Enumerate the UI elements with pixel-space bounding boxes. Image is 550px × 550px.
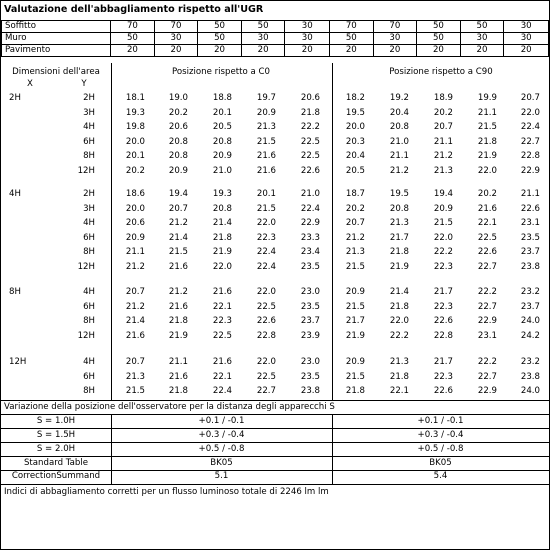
variation-c0: +0.1 / -0.1 — [198, 416, 245, 426]
ugr-value-c0: 22.6 — [300, 166, 320, 176]
reflectance-value: 50 — [198, 21, 242, 33]
ugr-value-c90: 20.4 — [345, 151, 365, 162]
ugr-value-c0: 23.9 — [300, 330, 320, 341]
ugr-value-c0: 21.6 — [168, 371, 188, 382]
ugr-value-c0: 21.1 — [125, 247, 145, 258]
ugr-value-c90: 21.3 — [345, 247, 365, 258]
reflectance-value: 50 — [460, 21, 504, 33]
reflectance-value: 20 — [460, 45, 504, 57]
reflectance-label: Pavimento — [2, 45, 111, 57]
reflectance-value: 20 — [373, 45, 417, 57]
reflectance-row — [2, 33, 549, 45]
ugr-value-c0: 20.2 — [125, 166, 145, 176]
ugr-value-c90: 21.8 — [345, 386, 365, 397]
reflectance-value: 30 — [285, 33, 330, 45]
ugr-value-c90: 21.3 — [389, 218, 409, 229]
ugr-value-c0: 22.6 — [256, 316, 276, 327]
ugr-value-c90: 19.5 — [389, 189, 409, 199]
ugr-value-c0: 20.7 — [168, 203, 188, 214]
y-dimension: 2H — [83, 189, 95, 199]
ugr-value-c90: 20.5 — [345, 166, 365, 176]
ugr-value-c0: 23.5 — [300, 371, 320, 382]
ugr-value-c0: 20.5 — [212, 122, 232, 133]
reflectance-value: 30 — [460, 33, 504, 45]
ugr-value-c90: 20.7 — [345, 218, 365, 229]
ugr-value-c90: 22.3 — [433, 301, 453, 312]
divider — [111, 63, 112, 400]
ugr-value-c90: 18.9 — [433, 93, 453, 103]
ugr-value-c0: 21.6 — [212, 357, 232, 367]
ugr-value-c90: 22.2 — [477, 357, 497, 367]
ugr-value-c90: 21.4 — [389, 287, 409, 297]
variation-label: S = 2.0H — [36, 444, 76, 454]
ugr-value-c90: 21.1 — [433, 136, 453, 147]
footnote: Indici di abbagliamento corretti per un flusso luminoso totale di 2246 lm lm — [4, 487, 329, 497]
ugr-value-c0: 18.6 — [125, 189, 145, 199]
variation-c90: +0.5 / -0.8 — [417, 444, 464, 454]
ugr-value-c0: 22.5 — [300, 151, 320, 162]
x-dimension: 8H — [9, 287, 21, 297]
variation-c0: +0.3 / -0.4 — [198, 430, 245, 440]
ugr-value-c90: 22.9 — [477, 386, 497, 397]
variation-label: S = 1.0H — [36, 416, 76, 426]
reflectance-value: 70 — [373, 21, 417, 33]
ugr-value-c90: 22.1 — [477, 218, 497, 229]
y-dimension: 3H — [83, 203, 95, 214]
ugr-value-c90: 22.9 — [477, 316, 497, 327]
variation-title: Variazione della posizione dell'osservatore per la distanza degli apparecchi S — [4, 402, 335, 412]
reflectance-value: 30 — [285, 21, 330, 33]
ugr-value-c90: 21.8 — [389, 371, 409, 382]
ugr-value-c90: 22.6 — [433, 316, 453, 327]
y-dimension: 8H — [83, 151, 95, 162]
ugr-value-c0: 22.3 — [212, 316, 232, 327]
c90-header: Posizione rispetto a C90 — [389, 67, 493, 77]
ugr-value-c90: 20.4 — [389, 107, 409, 118]
ugr-value-c0: 20.9 — [125, 232, 145, 243]
x-dimension: 12H — [9, 357, 27, 367]
ugr-value-c0: 21.6 — [212, 287, 232, 297]
ugr-value-c0: 22.5 — [256, 371, 276, 382]
ugr-value-c0: 23.3 — [300, 232, 320, 243]
ugr-value-c90: 22.6 — [520, 203, 540, 214]
ugr-value-c90: 18.2 — [345, 93, 365, 103]
ugr-value-c0: 23.7 — [300, 316, 320, 327]
ugr-value-c90: 22.9 — [520, 166, 540, 176]
ugr-value-c90: 21.8 — [389, 301, 409, 312]
divider — [332, 63, 333, 400]
ugr-value-c0: 18.1 — [125, 93, 145, 103]
ugr-value-c0: 21.8 — [168, 386, 188, 397]
reflectance-value: 20 — [241, 45, 285, 57]
ugr-value-c0: 21.6 — [168, 301, 188, 312]
ugr-value-c90: 20.7 — [433, 122, 453, 133]
ugr-value-c0: 21.8 — [300, 107, 320, 118]
ugr-value-c0: 22.5 — [256, 301, 276, 312]
ugr-value-c90: 22.5 — [477, 232, 497, 243]
ugr-value-c0: 20.9 — [256, 107, 276, 118]
ugr-value-c0: 23.8 — [300, 386, 320, 397]
ugr-value-c0: 22.1 — [212, 301, 232, 312]
y-dimension: 4H — [83, 122, 95, 133]
ugr-value-c90: 21.5 — [345, 301, 365, 312]
ugr-value-c0: 19.0 — [168, 93, 188, 103]
ugr-value-c90: 23.1 — [520, 218, 540, 229]
ugr-value-c90: 21.7 — [433, 357, 453, 367]
ugr-value-c0: 22.0 — [256, 218, 276, 229]
ugr-value-c0: 22.4 — [256, 247, 276, 258]
ugr-value-c0: 22.0 — [256, 357, 276, 367]
ugr-value-c90: 21.9 — [477, 151, 497, 162]
y-dimension: 3H — [83, 107, 95, 118]
ugr-value-c0: 21.6 — [168, 262, 188, 272]
ugr-value-c0: 21.1 — [168, 357, 188, 367]
ugr-value-c90: 22.0 — [520, 107, 540, 118]
reflectance-value: 20 — [198, 45, 242, 57]
ugr-value-c0: 20.8 — [168, 151, 188, 162]
ugr-value-c90: 19.4 — [433, 189, 453, 199]
ugr-value-c0: 20.1 — [125, 151, 145, 162]
reflectance-value: 20 — [285, 45, 330, 57]
ugr-value-c90: 21.9 — [345, 330, 365, 341]
ugr-value-c90: 21.7 — [389, 232, 409, 243]
ugr-value-c90: 23.5 — [520, 232, 540, 243]
reflectance-value: 70 — [154, 21, 198, 33]
y-dimension: 6H — [83, 136, 95, 147]
reflectance-value: 30 — [504, 21, 549, 33]
ugr-value-c90: 22.8 — [433, 330, 453, 341]
ugr-value-c0: 21.5 — [168, 247, 188, 258]
ugr-value-c90: 22.1 — [389, 386, 409, 397]
ugr-value-c0: 21.8 — [212, 232, 232, 243]
ugr-value-c0: 20.1 — [212, 107, 232, 118]
ugr-value-c90: 20.3 — [345, 136, 365, 147]
ugr-value-c90: 22.2 — [477, 287, 497, 297]
divider — [1, 400, 549, 401]
reflectance-row — [2, 45, 549, 57]
ugr-value-c90: 23.8 — [520, 371, 540, 382]
ugr-value-c0: 22.3 — [256, 232, 276, 243]
ugr-value-c90: 21.1 — [520, 189, 540, 199]
ugr-value-c0: 21.9 — [212, 247, 232, 258]
y-dimension: 12H — [77, 262, 95, 272]
ugr-value-c90: 21.7 — [433, 287, 453, 297]
ugr-value-c90: 22.3 — [433, 371, 453, 382]
c0-header: Posizione rispetto a C0 — [172, 67, 270, 77]
ugr-value-c0: 20.8 — [212, 203, 232, 214]
ugr-value-c0: 22.8 — [256, 330, 276, 341]
ugr-value-c90: 22.4 — [520, 122, 540, 133]
y-label: Y — [81, 79, 87, 89]
ugr-value-c90: 21.7 — [345, 316, 365, 327]
ugr-value-c0: 22.7 — [256, 386, 276, 397]
ugr-value-c0: 22.2 — [300, 122, 320, 133]
ugr-value-c0: 21.2 — [125, 301, 145, 312]
x-dimension: 2H — [9, 93, 21, 103]
ugr-value-c0: 20.1 — [256, 189, 276, 199]
ugr-value-c0: 23.0 — [300, 357, 320, 367]
ugr-value-c90: 21.9 — [389, 262, 409, 272]
ugr-value-c0: 20.8 — [168, 136, 188, 147]
y-dimension: 8H — [83, 386, 95, 397]
ugr-value-c90: 19.9 — [477, 93, 497, 103]
ugr-value-c0: 20.6 — [125, 218, 145, 229]
ugr-value-c90: 23.8 — [520, 262, 540, 272]
ugr-value-c0: 19.4 — [168, 189, 188, 199]
y-dimension: 12H — [77, 330, 95, 341]
reflectance-label: Muro — [2, 33, 111, 45]
reflectance-value: 30 — [154, 33, 198, 45]
y-dimension: 4H — [83, 287, 95, 297]
variation-c0: +0.5 / -0.8 — [198, 444, 245, 454]
ugr-value-c0: 22.0 — [212, 262, 232, 272]
ugr-value-c90: 20.8 — [389, 203, 409, 214]
reflectance-value: 70 — [330, 21, 374, 33]
divider — [1, 428, 549, 429]
ugr-value-c90: 21.8 — [477, 136, 497, 147]
standard-table-label: Standard Table — [23, 458, 89, 468]
reflectance-value: 20 — [154, 45, 198, 57]
ugr-value-c90: 21.1 — [477, 107, 497, 118]
ugr-value-c90: 20.2 — [477, 189, 497, 199]
divider — [1, 456, 549, 457]
variation-c90: +0.1 / -0.1 — [417, 416, 464, 426]
reflectance-value: 50 — [330, 33, 374, 45]
reflectance-value: 30 — [373, 33, 417, 45]
ugr-value-c0: 22.4 — [300, 203, 320, 214]
ugr-value-c90: 23.2 — [520, 357, 540, 367]
reflectance-value: 20 — [111, 45, 155, 57]
ugr-value-c90: 23.7 — [520, 247, 540, 258]
variation-label: S = 1.5H — [36, 430, 76, 440]
divider — [1, 414, 549, 415]
ugr-value-c90: 23.1 — [477, 330, 497, 341]
y-dimension: 8H — [83, 316, 95, 327]
ugr-value-c0: 20.9 — [168, 166, 188, 176]
ugr-value-c90: 20.9 — [345, 357, 365, 367]
ugr-value-c90: 20.9 — [433, 203, 453, 214]
ugr-value-c90: 21.5 — [345, 371, 365, 382]
ugr-value-c0: 21.6 — [256, 166, 276, 176]
ugr-value-c90: 24.2 — [520, 330, 540, 341]
ugr-value-c0: 21.0 — [212, 166, 232, 176]
ugr-value-c0: 21.8 — [168, 316, 188, 327]
ugr-value-c0: 21.4 — [168, 232, 188, 243]
ugr-value-c90: 22.6 — [477, 247, 497, 258]
divider — [1, 484, 549, 485]
ugr-value-c0: 21.6 — [125, 330, 145, 341]
ugr-value-c0: 22.5 — [300, 136, 320, 147]
ugr-value-c0: 20.8 — [212, 136, 232, 147]
ugr-value-c0: 21.3 — [125, 371, 145, 382]
ugr-value-c0: 20.6 — [168, 122, 188, 133]
ugr-value-c0: 21.5 — [256, 203, 276, 214]
reflectance-value: 30 — [504, 33, 549, 45]
ugr-value-c90: 18.7 — [345, 189, 365, 199]
x-label: X — [27, 79, 33, 89]
standard-table-c90: BK05 — [429, 458, 452, 468]
ugr-value-c0: 20.6 — [300, 93, 320, 103]
ugr-value-c0: 18.8 — [212, 93, 232, 103]
ugr-value-c90: 21.5 — [345, 262, 365, 272]
ugr-value-c0: 20.7 — [125, 287, 145, 297]
variation-c90: +0.3 / -0.4 — [417, 430, 464, 440]
ugr-value-c0: 20.0 — [125, 136, 145, 147]
ugr-value-c90: 22.0 — [477, 166, 497, 176]
ugr-value-c90: 22.2 — [389, 330, 409, 341]
y-dimension: 6H — [83, 301, 95, 312]
ugr-value-c90: 21.0 — [389, 136, 409, 147]
ugr-value-c90: 22.0 — [389, 316, 409, 327]
ugr-value-c0: 20.2 — [168, 107, 188, 118]
ugr-value-c0: 21.2 — [125, 262, 145, 272]
reflectance-value: 50 — [417, 21, 461, 33]
reflectance-row — [2, 21, 549, 33]
reflectance-value: 20 — [417, 45, 461, 57]
ugr-value-c0: 21.4 — [212, 218, 232, 229]
ugr-value-c0: 23.5 — [300, 262, 320, 272]
ugr-value-c0: 21.3 — [256, 122, 276, 133]
ugr-value-c90: 22.7 — [477, 371, 497, 382]
ugr-value-c90: 20.7 — [520, 93, 540, 103]
ugr-value-c90: 22.7 — [520, 136, 540, 147]
reflectance-value: 50 — [241, 21, 285, 33]
ugr-value-c90: 22.6 — [433, 386, 453, 397]
y-dimension: 12H — [77, 166, 95, 176]
ugr-value-c90: 19.5 — [345, 107, 365, 118]
ugr-value-c90: 21.3 — [389, 357, 409, 367]
ugr-value-c90: 20.2 — [345, 203, 365, 214]
ugr-value-c90: 21.5 — [433, 218, 453, 229]
ugr-value-c0: 23.5 — [300, 301, 320, 312]
ugr-value-c90: 24.0 — [520, 386, 540, 397]
reflectance-value: 50 — [417, 33, 461, 45]
ugr-value-c90: 20.8 — [389, 122, 409, 133]
ugr-value-c90: 22.2 — [433, 247, 453, 258]
reflectance-value: 70 — [111, 21, 155, 33]
y-dimension: 8H — [83, 247, 95, 258]
ugr-value-c90: 21.2 — [433, 151, 453, 162]
ugr-value-c0: 21.2 — [168, 287, 188, 297]
ugr-value-c90: 21.1 — [389, 151, 409, 162]
ugr-value-c0: 20.7 — [125, 357, 145, 367]
reflectance-table — [1, 20, 549, 57]
ugr-value-c0: 22.4 — [212, 386, 232, 397]
ugr-value-c90: 23.2 — [520, 287, 540, 297]
standard-table-c0: BK05 — [210, 458, 233, 468]
y-dimension: 6H — [83, 371, 95, 382]
correction-c0: 5.1 — [214, 471, 229, 481]
y-dimension: 2H — [83, 93, 95, 103]
y-dimension: 4H — [83, 218, 95, 229]
ugr-value-c0: 21.2 — [168, 218, 188, 229]
ugr-value-c0: 23.4 — [300, 247, 320, 258]
reflectance-label: Soffitto — [2, 21, 111, 33]
ugr-value-c0: 20.0 — [125, 203, 145, 214]
ugr-value-c90: 20.9 — [345, 287, 365, 297]
reflectance-value: 20 — [330, 45, 374, 57]
ugr-value-c90: 22.3 — [433, 262, 453, 272]
ugr-value-c0: 21.9 — [168, 330, 188, 341]
ugr-value-c90: 21.6 — [477, 203, 497, 214]
ugr-value-c0: 21.6 — [256, 151, 276, 162]
ugr-value-c0: 19.7 — [256, 93, 276, 103]
ugr-value-c0: 22.1 — [212, 371, 232, 382]
ugr-value-c90: 19.2 — [389, 93, 409, 103]
ugr-value-c90: 22.8 — [520, 151, 540, 162]
y-dimension: 4H — [83, 357, 95, 367]
x-dimension: 4H — [9, 189, 21, 199]
reflectance-value: 50 — [111, 33, 155, 45]
ugr-value-c0: 19.3 — [125, 107, 145, 118]
divider — [1, 442, 549, 443]
y-dimension: 6H — [83, 232, 95, 243]
ugr-value-c90: 23.7 — [520, 301, 540, 312]
ugr-value-c90: 21.3 — [433, 166, 453, 176]
ugr-value-c0: 21.5 — [256, 136, 276, 147]
ugr-value-c0: 22.9 — [300, 218, 320, 229]
reflectance-value: 20 — [504, 45, 549, 57]
ugr-value-c90: 20.0 — [345, 122, 365, 133]
correction-label: CorrectionSummand — [11, 471, 101, 481]
ugr-value-c90: 20.2 — [433, 107, 453, 118]
ugr-value-c90: 22.0 — [433, 232, 453, 243]
ugr-value-c90: 21.2 — [345, 232, 365, 243]
ugr-value-c90: 22.7 — [477, 262, 497, 272]
reflectance-value: 50 — [198, 33, 242, 45]
ugr-value-c0: 19.3 — [212, 189, 232, 199]
ugr-value-c90: 24.0 — [520, 316, 540, 327]
ugr-value-c90: 21.2 — [389, 166, 409, 176]
correction-c90: 5.4 — [433, 471, 448, 481]
ugr-value-c0: 21.0 — [300, 189, 320, 199]
ugr-value-c0: 22.0 — [256, 287, 276, 297]
ugr-value-c0: 22.4 — [256, 262, 276, 272]
ugr-value-c90: 22.7 — [477, 301, 497, 312]
table-title: Valutazione dell'abbagliamento rispetto all'UGR — [4, 4, 264, 15]
dimensions-label: Dimensioni dell'area — [12, 67, 100, 77]
ugr-value-c0: 20.9 — [212, 151, 232, 162]
ugr-value-c0: 22.5 — [212, 330, 232, 341]
ugr-value-c0: 23.0 — [300, 287, 320, 297]
ugr-value-c0: 21.4 — [125, 316, 145, 327]
ugr-value-c0: 19.8 — [125, 122, 145, 133]
ugr-value-c0: 21.5 — [125, 386, 145, 397]
ugr-value-c90: 21.5 — [477, 122, 497, 133]
reflectance-value: 30 — [241, 33, 285, 45]
ugr-value-c90: 21.8 — [389, 247, 409, 258]
